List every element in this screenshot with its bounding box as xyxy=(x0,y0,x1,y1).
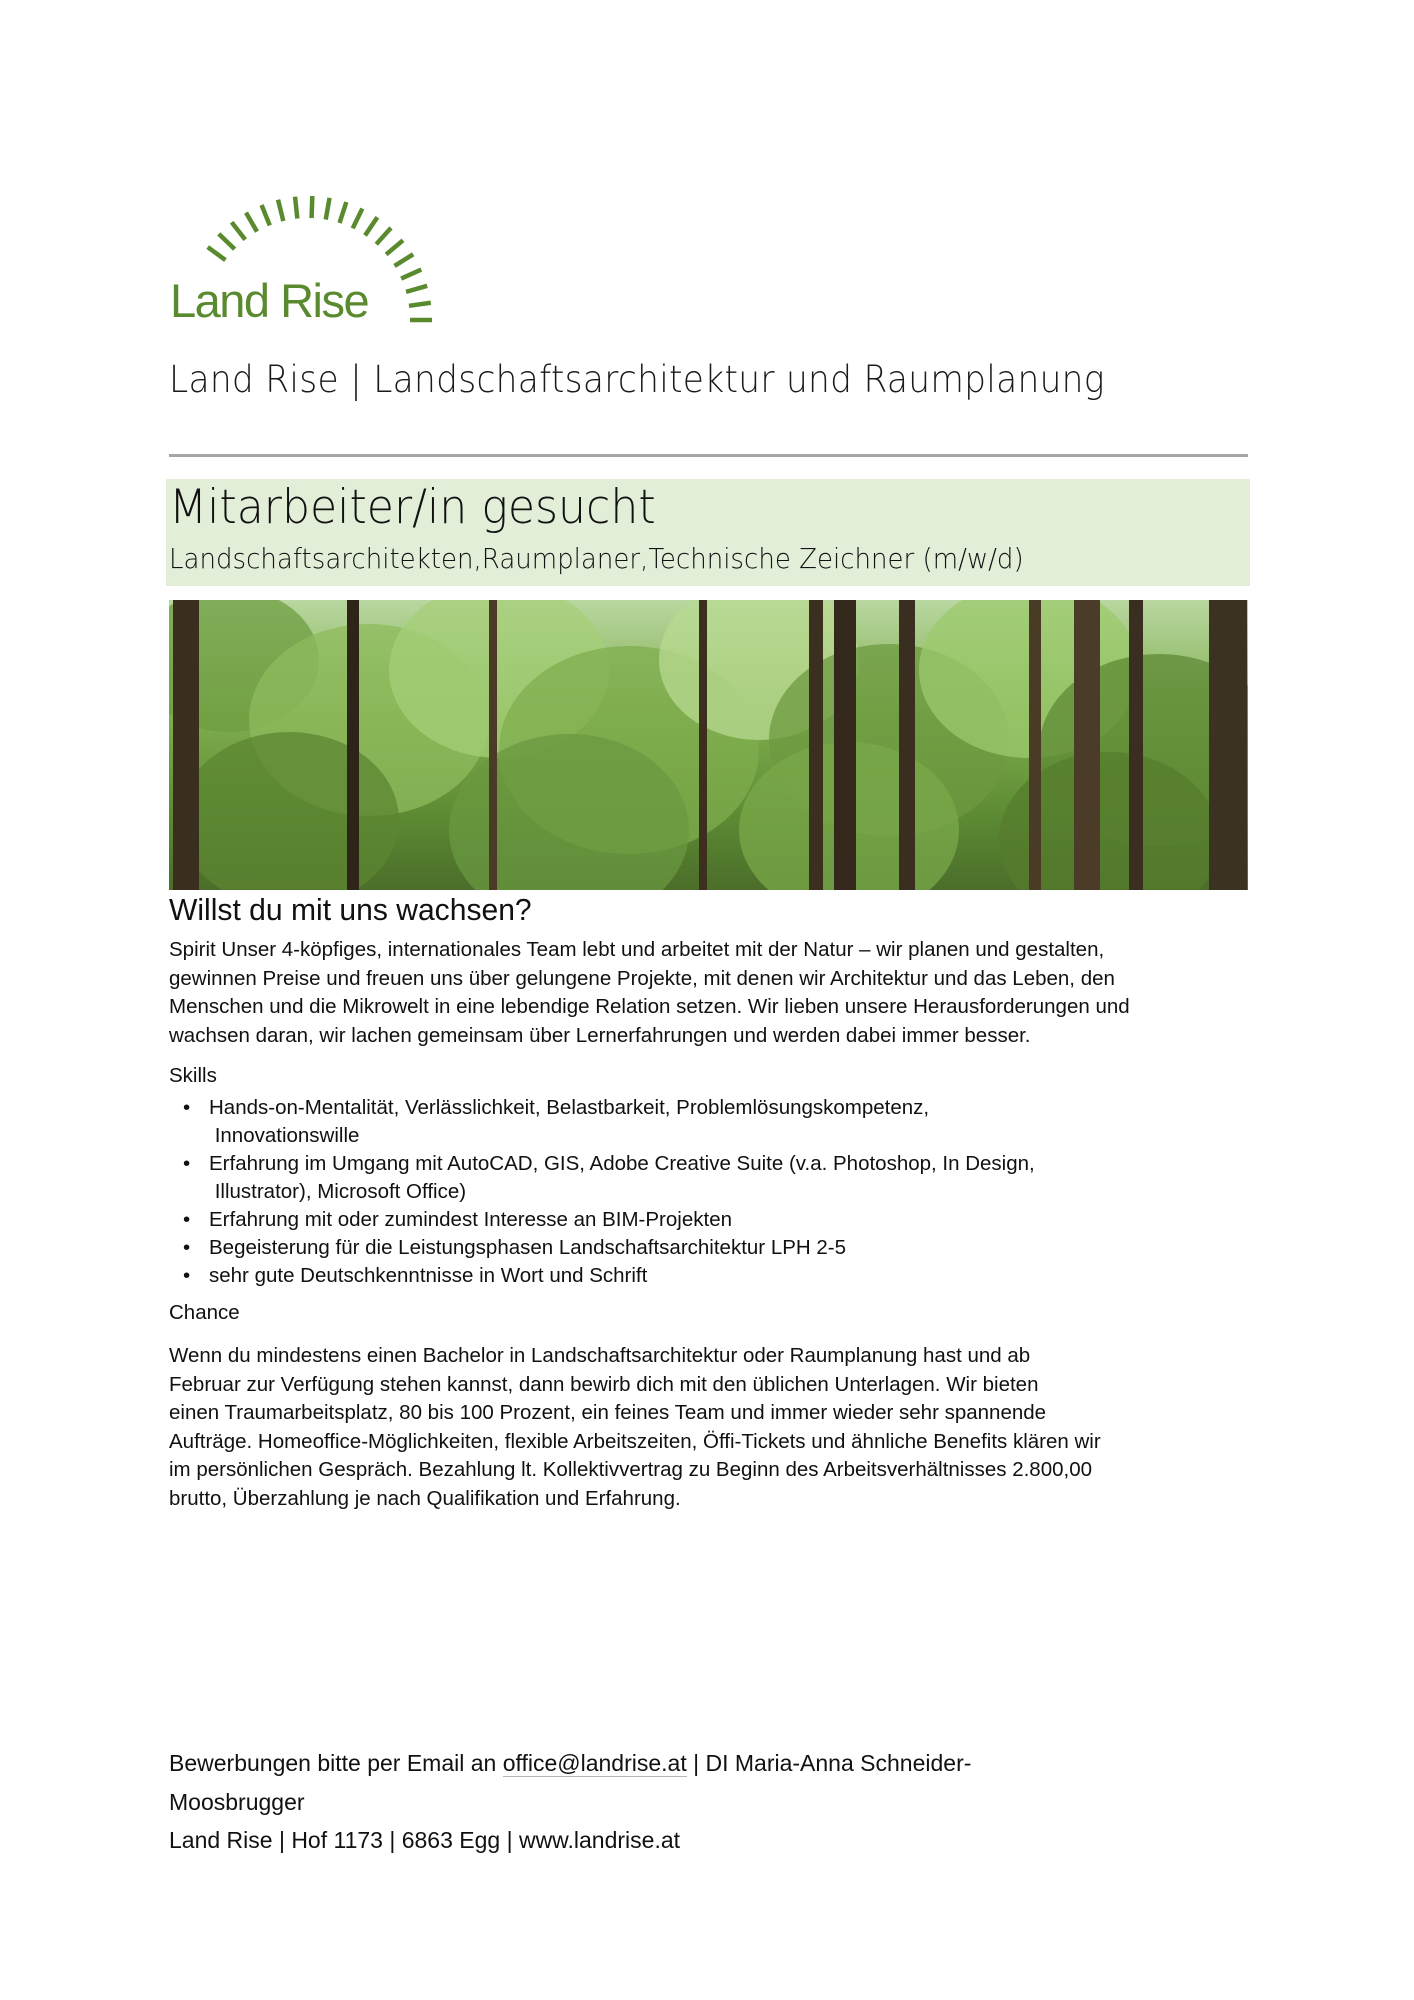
logo-ray xyxy=(395,254,414,266)
logo-ray xyxy=(219,234,235,249)
logo-ray xyxy=(295,197,297,219)
logo-ray xyxy=(232,222,246,239)
header-divider xyxy=(169,454,1248,457)
skills-list xyxy=(169,1094,1269,1290)
bullet-icon: • xyxy=(183,1264,191,1287)
tree-trunk xyxy=(1029,600,1041,890)
logo-ray xyxy=(401,270,421,279)
skill-text: Begeisterung für die Leistungsphasen Landschaftsarchitektur LPH 2-5 xyxy=(209,1236,847,1259)
forest-illustration xyxy=(169,600,1248,890)
logo-ray xyxy=(340,202,347,223)
logo-ray xyxy=(376,228,391,244)
skill-text: Hands-on-Mentalität, Verlässlichkeit, Belastbarkeit, Problemlösungskompetenz, xyxy=(209,1096,930,1119)
tree-trunk xyxy=(699,600,707,890)
skill-item xyxy=(169,1234,1269,1262)
logo-ray xyxy=(208,247,226,260)
bullet-icon: • xyxy=(183,1208,191,1231)
tree-trunk xyxy=(899,600,915,890)
email-link[interactable]: office@landrise.at xyxy=(502,1750,687,1776)
contact-footer xyxy=(169,1744,971,1860)
tree-trunk xyxy=(809,600,823,890)
chance-line: brutto, Überzahlung je nach Qualifikation und Erfahrung. xyxy=(169,1486,681,1510)
hero-subtitle: Landschaftsarchitekten,Raumplaner,Technische Zeichner (m/w/d) xyxy=(169,542,1024,575)
contact-name-cont: Moosbrugger xyxy=(169,1788,305,1815)
logo-ray xyxy=(353,209,363,229)
land-rise-logo xyxy=(168,165,478,325)
apply-prefix: Bewerbungen bitte per Email an xyxy=(169,1750,503,1776)
logo-ray xyxy=(365,217,377,235)
contact-name: | DI Maria-Anna Schneider- xyxy=(686,1750,972,1776)
chance-label: Chance xyxy=(169,1301,240,1324)
skill-text: Erfahrung im Umgang mit AutoCAD, GIS, Adobe Creative Suite (v.a. Photoshop, In Design, xyxy=(209,1152,1035,1175)
tree-trunk xyxy=(1074,600,1100,890)
logo-ray xyxy=(246,213,257,232)
skill-item xyxy=(169,1262,1269,1290)
intro-line: wachsen daran, wir lachen gemeinsam über Lernerfahrungen und werden dabei immer besser. xyxy=(169,1023,1031,1047)
logo-ray xyxy=(386,240,403,254)
skill-text-cont: Innovationswille xyxy=(209,1124,360,1147)
logo-ray xyxy=(406,286,427,292)
logo-ray xyxy=(262,205,270,225)
tree-trunk xyxy=(1129,600,1143,890)
intro-heading: Willst du mit uns wachsen? xyxy=(169,892,532,927)
intro-line: Menschen und die Mikrowelt in eine lebendige Relation setzen. Wir lieben unsere Herausforderungen und xyxy=(169,995,1130,1018)
chance-line: Aufträge. Homeoffice-Möglichkeiten, flexible Arbeitszeiten, Öffi-Tickets und ähnliche Benefits klären wir xyxy=(169,1429,1101,1453)
address-line: Land Rise | Hof 1173 | 6863 Egg | www.landrise.at xyxy=(169,1827,681,1853)
chance-line: einen Traumarbeitsplatz, 80 bis 100 Prozent, ein feines Team und immer wieder sehr spannende xyxy=(169,1401,1047,1424)
skills-label: Skills xyxy=(169,1064,217,1087)
intro-line: Spirit Unser 4-köpfiges, internationales Team lebt und arbeitet mit der Natur – wir planen und gestalten, xyxy=(169,938,1105,961)
bullet-icon: • xyxy=(183,1096,191,1119)
hero-title: Mitarbeiter/in gesucht xyxy=(169,480,656,535)
tree-trunk xyxy=(1209,600,1247,890)
chance-paragraph xyxy=(169,1342,1269,1513)
skill-item xyxy=(169,1094,1269,1150)
skill-text-cont: Illustrator), Microsoft Office) xyxy=(209,1180,467,1203)
tree-trunk xyxy=(489,600,497,890)
logo-ray xyxy=(326,198,330,220)
logo-ray xyxy=(278,200,283,221)
apply-line xyxy=(169,1744,971,1783)
logo-wordmark: Land Rise xyxy=(170,274,369,327)
skill-text: Erfahrung mit oder zumindest Interesse an BIM-Projekten xyxy=(209,1208,732,1231)
tree-trunk xyxy=(173,600,199,890)
skill-item xyxy=(169,1206,1269,1234)
tree-trunk xyxy=(347,600,359,890)
chance-line: im persönlichen Gespräch. Bezahlung lt. Kollektivvertrag zu Beginn des Arbeitsverhältnisses 2.800,00 xyxy=(169,1458,1093,1481)
logo-ray xyxy=(409,303,431,306)
logo-ray xyxy=(312,196,313,218)
bullet-icon: • xyxy=(183,1152,191,1175)
chance-line: Wenn du mindestens einen Bachelor in Landschaftsarchitektur oder Raumplanung hast und ab xyxy=(169,1344,1031,1367)
intro-paragraph xyxy=(169,936,1269,1050)
chance-line: Februar zur Verfügung stehen kannst, dann bewirb dich mit den üblichen Unterlagen. Wir bieten xyxy=(169,1372,1039,1396)
forest-photo xyxy=(169,600,1248,890)
intro-line: gewinnen Preise und freuen uns über gelungene Projekte, mit denen wir Architektur und das Leben, den xyxy=(169,966,1115,990)
company-tagline: Land Rise | Landschaftsarchitektur und Raumplanung xyxy=(169,358,1105,401)
tree-trunk xyxy=(834,600,856,890)
skill-item xyxy=(169,1150,1269,1206)
bullet-icon: • xyxy=(183,1236,191,1259)
skill-text: sehr gute Deutschkenntnisse in Wort und Schrift xyxy=(209,1264,648,1287)
